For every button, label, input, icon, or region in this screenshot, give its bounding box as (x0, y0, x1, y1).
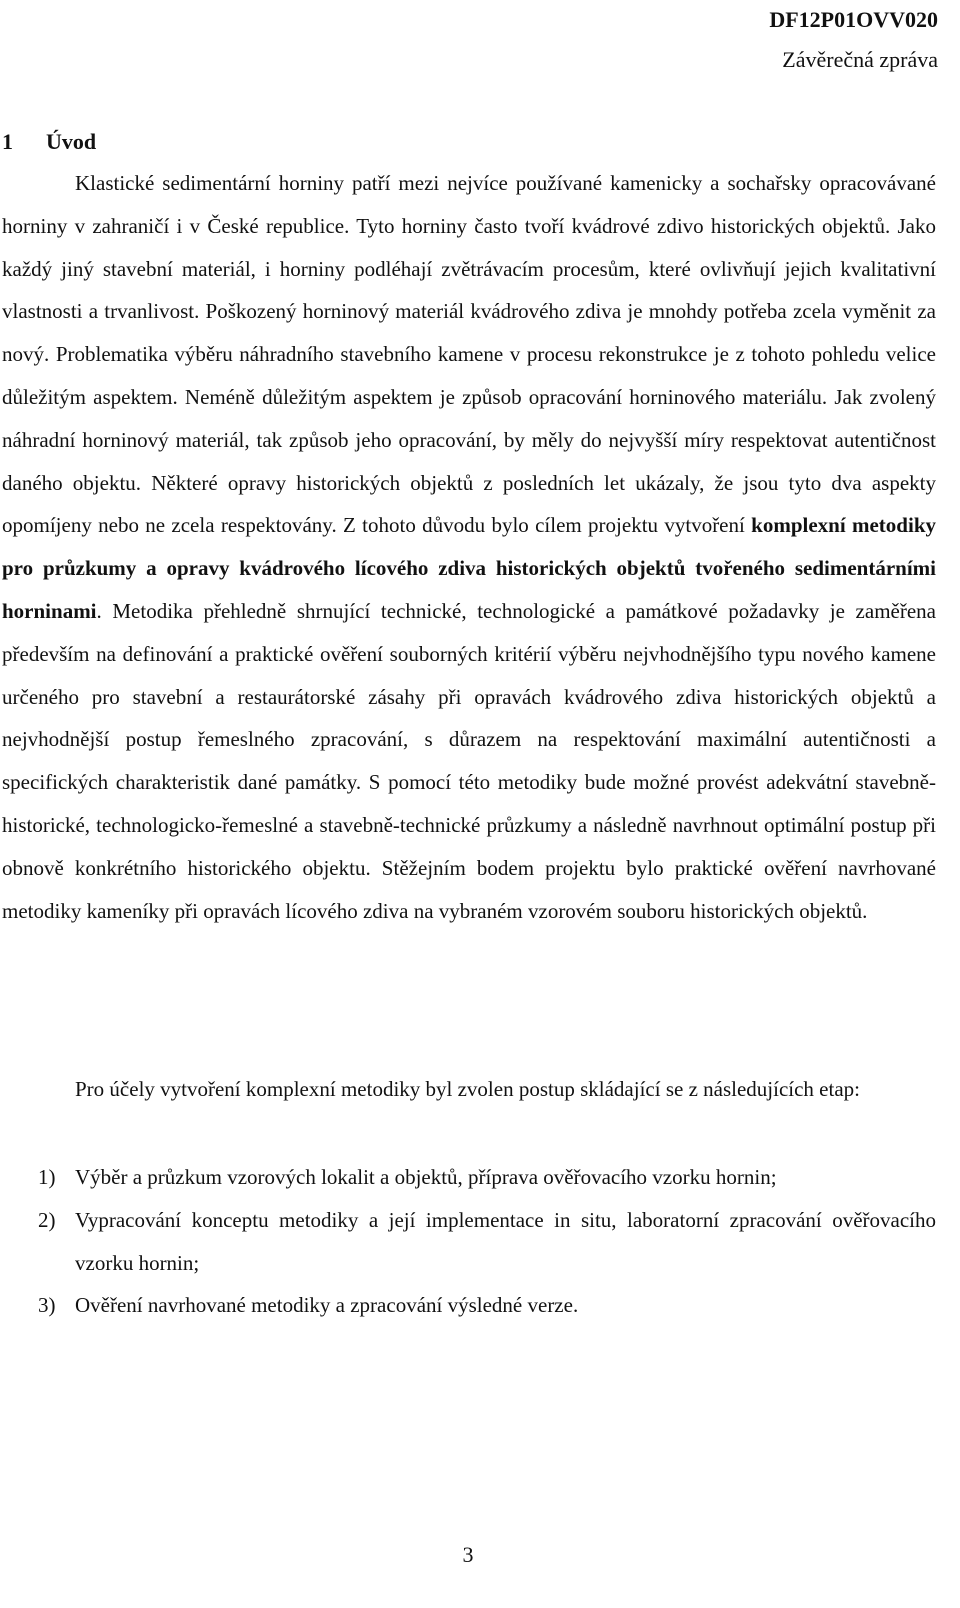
list-item-text: Ověření navrhované metodiky a zpracování výsledné verze. (75, 1293, 579, 1318)
section-title: Úvod (46, 129, 97, 154)
section-heading (2, 124, 96, 160)
page-header (769, 0, 938, 80)
stages-list (2, 1156, 936, 1327)
list-item (2, 1284, 936, 1327)
document-type: Závěrečná zpráva (782, 47, 938, 72)
list-item-marker: 2) (38, 1207, 56, 1232)
intro-paragraph (2, 162, 936, 932)
intro-text-part1: Klastické sedimentární horniny patří mezi nejvíce používané kamenicky a sochařsky opracovávané horniny v zahraničí i v České republice. Tyto horniny často tvoří kvádrové zdivo historických objektů. Jako každý jiný stavební materiál, i horniny podléhají zvětrávacím procesům, které ovlivňují jejich kvalitativní vlastnosti a trvanlivost. Poškozený horninový materiál kvádrového zdiva je mnohdy potřeba zcela vyměnit za nový. Problematika výběru náhradního stavebního kamene v procesu rekonstrukce je z tohoto pohledu velice důležitým aspektem. Neméně důležitým aspektem je způsob opracování horninového materiálu. Jak zvolený náhradní horninový materiál, tak způsob jeho opracování, by měly do nejvyšší míry respektovat autentičnost daného objektu. Některé opravy historických objektů z posledních let ukázaly, že jsou tyto dva aspekty opomíjeny nebo ne zcela respektovány. Z tohoto důvodu bylo cílem projektu vytvoření (2, 171, 936, 538)
list-item-text: Vypracování konceptu metodiky a její implementace in situ, laboratorní zpracování ověřovacího vzorku hornin; (75, 1207, 936, 1275)
list-item-marker: 1) (38, 1165, 56, 1189)
intro-text-bold: komplexní metodiky pro průzkumy a opravy kvádrového lícového zdiva historických objektů tvořeného sedimentárními horninami (2, 513, 936, 623)
list-item (2, 1156, 936, 1199)
document-code: DF12P01OVV020 (769, 7, 938, 32)
intro-text-part2: . Metodika přehledně shrnující technické, technologické a památkové požadavky je zaměřena především na definování a praktické ověření souborných kritérií výběru nejvhodnějšího typu nového kamene určeného pro stavební a restaurátorské zásahy při opravách kvádrového zdiva historických objektů a nejvhodnější postup řemeslného zpracování, s důrazem na respektování maximální autentičnosti a specifických charakteristik dané památky. S pomocí této metodiky bude možné provést adekvátní stavebně-historické, technologicko-řemeslné a stavebně-technické průzkumy a následně navrhnout optimální postup při obnově konkrétního historického objektu. Stěžejním bodem projektu bylo praktické ověření navrhované metodiky kameníky při opravách lícového zdiva na vybraném vzorovém souboru historických objektů. (2, 598, 936, 923)
stages-paragraph: Pro účely vytvoření komplexní metodiky byl zvolen postup skládající se z následujících etap: (75, 1077, 860, 1101)
page-number: 3 (462, 1542, 474, 1567)
section-number: 1 (2, 129, 13, 154)
list-item-text: Výběr a průzkum vzorových lokalit a objektů, příprava ověřovacího vzorku hornin; (75, 1165, 777, 1189)
list-item-marker: 3) (38, 1293, 56, 1318)
list-item (2, 1199, 936, 1285)
